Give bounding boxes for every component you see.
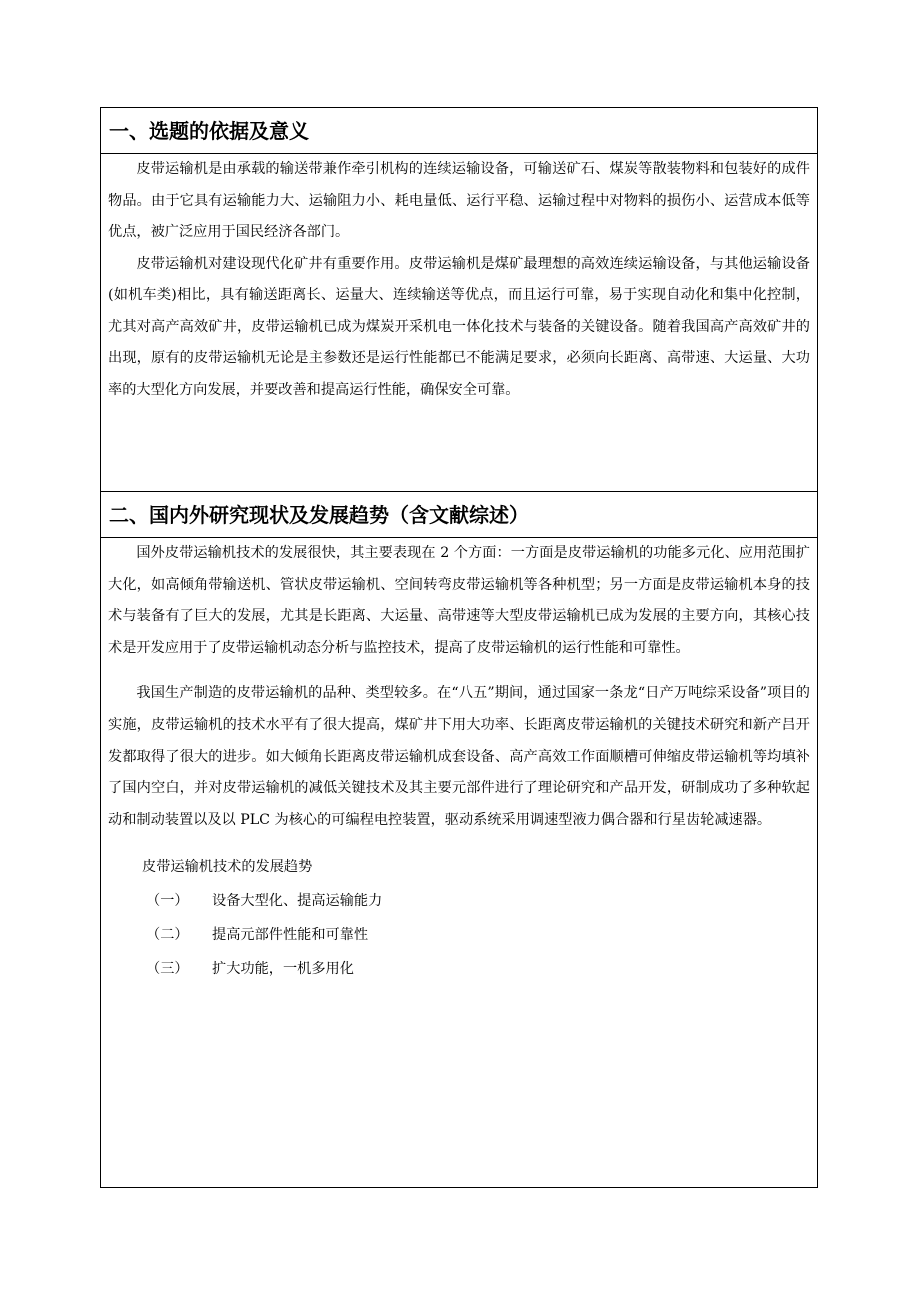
trend-item-text: 设备大型化、提高运输能力 <box>212 893 383 910</box>
section-2-title: 二、国内外研究现状及发展趋势（含文献综述） <box>101 491 817 538</box>
trend-item-number: （二） <box>146 927 189 944</box>
trend-item-3 <box>108 952 810 986</box>
trend-item-2 <box>108 918 810 952</box>
section-1-paragraph-2: 皮带运输机对建设现代化矿井有重要作用。皮带运输机是煤矿最理想的高效连续运输设备，与其他运输设备(如机车类)相比，具有输送距离长、运量大、连续输送等优点，而且运行可靠，易于实现自动化和集中化控制，尤其对高产高效矿井，皮带运输机已成为煤炭开采机电一体化技术与装备的关键设备。随着我国高产高效矿井的出现，原有的皮带运输机无论是主参数还是运行性能都已不能满足要求，必须向长距离、高带速、大运量、大功率的大型化方向发展，并要改善和提高运行性能，确保安全可靠。 <box>108 255 810 398</box>
section-1-body <box>108 154 810 406</box>
section-2-paragraph-2: 我国生产制造的皮带运输机的品种、类型较多。在“八五”期间，通过国家一条龙“日产万吨综采设备”项目的实施，皮带运输机的技术水平有了很大提高，煤矿井下用大功率、长距离皮带运输机的关键技术研究和新产吕开发都取得了很大的进步。如大倾角长距离皮带运输机成套设备、高产高效工作面顺槽可伸缩皮带运输机等均填补了国内空白，并对皮带运输机的减低关键技术及其主要元部件进行了理论研究和产品开发，研制成功了多种软起动和制动装置以及以 PLC 为核心的可编程电控装置，驱动系统采用调速型液力偶合器和行星齿轮减速器。 <box>108 685 810 828</box>
trend-item-number: （一） <box>146 893 189 910</box>
proposal-form-table <box>100 107 818 1188</box>
section-2-paragraph-1: 国外皮带运输机技术的发展很快，其主要表现在 2 个方面：一方面是皮带运输机的功能多元化、应用范围扩大化，如高倾角带输送机、管状皮带运输机、空间转弯皮带运输机等各种机型；另一方面是皮带运输机本身的技术与装备有了巨大的发展，尤其是长距离、大运量、高带速等大型皮带运输机已成为发展的主要方向，其核心技术是开发应用于了皮带运输机动态分析与监控技术，提高了皮带运输机的运行性能和可靠性。 <box>108 545 810 656</box>
section-1-paragraph-1: 皮带运输机是由承载的输送带兼作牵引机构的连续运输设备，可输送矿石、煤炭等散装物料和包装好的成件物品。由于它具有运输能力大、运输阻力小、耗电量低、运行平稳、运输过程中对物料的损伤小、运营成本低等优点，被广泛应用于国民经济各部门。 <box>108 161 810 240</box>
trend-item-number: （三） <box>146 961 189 978</box>
trend-item-text: 扩大功能，一机多用化 <box>212 961 354 978</box>
trends-heading: 皮带运输机技术的发展趋势 <box>142 859 313 876</box>
section-1-title: 一、选题的依据及意义 <box>101 108 817 154</box>
trend-item-text: 提高元部件性能和可靠性 <box>212 927 369 944</box>
section-2-body <box>108 538 810 986</box>
trend-item-1 <box>108 884 810 918</box>
